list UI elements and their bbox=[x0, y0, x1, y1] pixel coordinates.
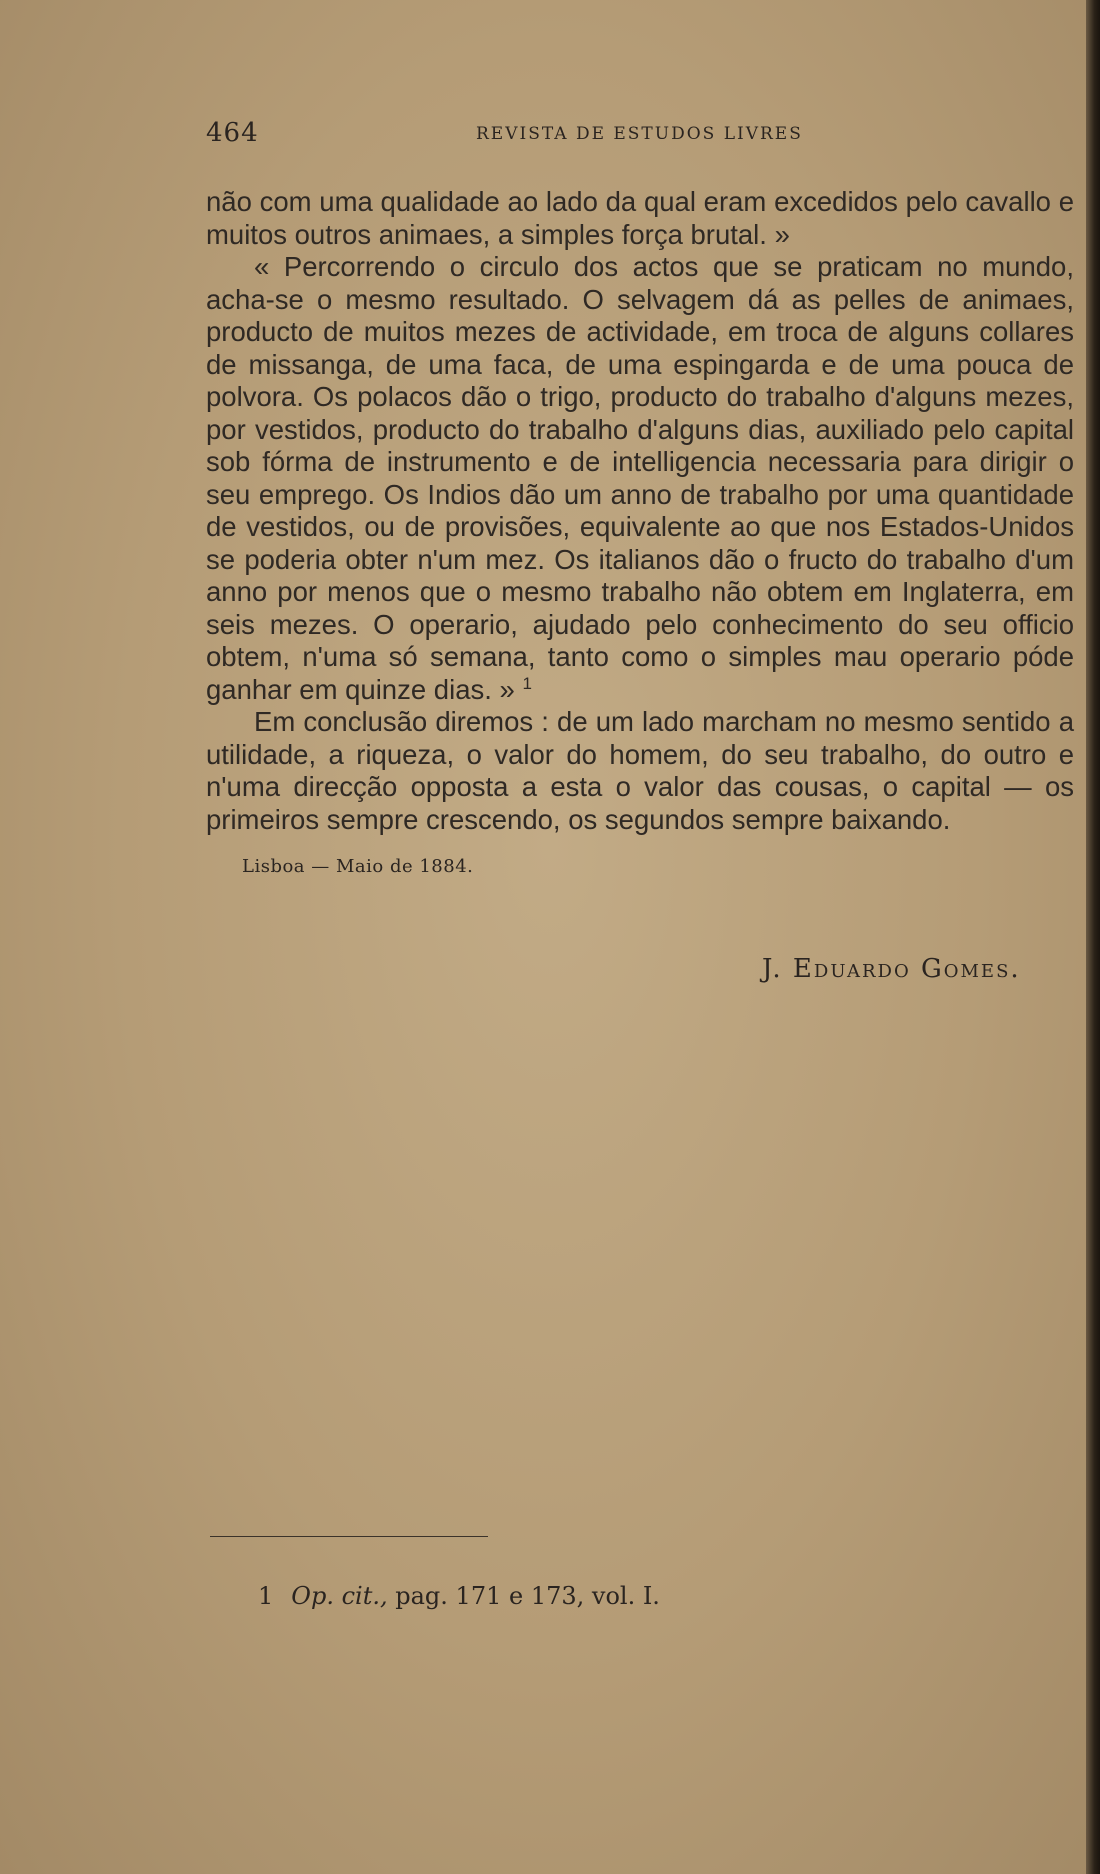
author-signature: J. Eduardo Gomes. bbox=[762, 954, 1021, 984]
footnote-reference: 1 bbox=[522, 673, 532, 693]
page-edge-shadow bbox=[1086, 0, 1100, 1874]
footnote-citation: Op. cit., bbox=[291, 1582, 388, 1610]
footnote bbox=[258, 1582, 660, 1610]
footnote-mark: 1 bbox=[258, 1582, 274, 1610]
running-head: REVISTA DE ESTUDOS LIVRES bbox=[476, 124, 803, 144]
body-text bbox=[206, 186, 1074, 836]
page-header bbox=[206, 118, 1076, 148]
page-number: 464 bbox=[206, 118, 259, 148]
paragraph-1-text: não com uma qualidade ao lado da qual eram excedidos pelo cavallo e muitos outros animaes, a simples força brutal. » bbox=[206, 186, 1074, 250]
footnote-text: pag. 171 e 173, vol. I. bbox=[395, 1582, 660, 1610]
paragraph-continued bbox=[206, 186, 1074, 251]
place-date: Lisboa — Maio de 1884. bbox=[242, 856, 474, 877]
paragraph-3-text: Em conclusão diremos : de um lado marcham no mesmo sentido a utilidade, a riqueza, o valor do homem, do seu trabalho, do outro e n'uma direcção opposta a esta o valor das cousas, o capital — os primeiros sempre crescendo, os segundos sempre baixando. bbox=[206, 706, 1074, 835]
book-page bbox=[206, 0, 1076, 1874]
paragraph-2-text: « Percorrendo o circulo dos actos que se praticam no mundo, acha-se o mesmo resultado. O selvagem dá as pelles de animaes, producto de muitos mezes de actividade, em troca de alguns collares de missanga, de uma faca, de uma espingarda e de uma pouca de polvora. Os polacos dão o trigo, producto do trabalho d'alguns mezes, por vestidos, producto do trabalho d'alguns dias, auxiliado pelo capital sob fórma de instrumento e de intelligencia necessaria para dirigir o seu emprego. Os Indios dão um anno de trabalho por uma quantidade de vestidos, ou de provisões, equivalente ao que nos Estados-Unidos se poderia obter n'um mez. Os italianos dão o fructo do trabalho d'um anno por menos que o mesmo trabalho não obtem em Inglaterra, em seis mezes. O operario, ajudado pelo conhecimento do seu officio obtem, n'uma só semana, tanto como o simples mau operario póde ganhar em quinze dias. » bbox=[206, 251, 1074, 705]
footnote-divider bbox=[210, 1536, 488, 1537]
paragraph-conclusion bbox=[206, 706, 1074, 836]
paragraph-quote bbox=[206, 251, 1074, 706]
